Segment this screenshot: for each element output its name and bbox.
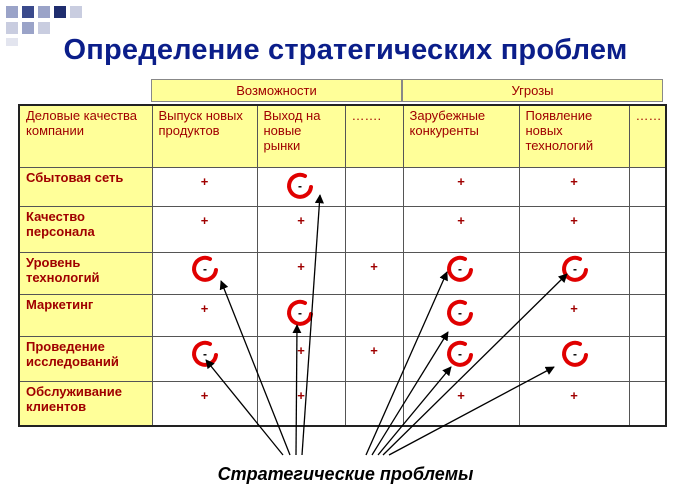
table-cell	[345, 381, 403, 426]
table-row	[19, 381, 666, 426]
problem-minus: -	[458, 306, 462, 320]
table-cell	[152, 252, 257, 294]
table-cell	[345, 167, 403, 206]
column-header: Выход на новые рынки	[257, 105, 345, 167]
problem-minus: -	[573, 262, 577, 276]
problem-minus: -	[203, 347, 207, 361]
table-cell	[152, 336, 257, 381]
row-label: Качество персонала	[19, 206, 152, 252]
row-label: Сбытовая сеть	[19, 167, 152, 206]
table-cell: +	[152, 294, 257, 336]
column-header: Зарубежные конкуренты	[403, 105, 519, 167]
table-cell: +	[152, 381, 257, 426]
page-title: Определение стратегических проблем	[63, 34, 628, 66]
problem-minus: -	[573, 347, 577, 361]
table-cell	[629, 336, 666, 381]
header-row	[19, 105, 666, 167]
problem-minus: -	[458, 347, 462, 361]
table-cell: +	[257, 206, 345, 252]
table-cell: +	[152, 167, 257, 206]
table-row	[19, 294, 666, 336]
column-header: Деловые качества компании	[19, 105, 152, 167]
table-cell	[629, 381, 666, 426]
table-cell	[257, 294, 345, 336]
table-cell: +	[519, 294, 629, 336]
table-cell	[257, 167, 345, 206]
column-header: ……	[629, 105, 666, 167]
table-cell: +	[257, 381, 345, 426]
table-cell: +	[257, 336, 345, 381]
table-cell: +	[519, 206, 629, 252]
table-row	[19, 252, 666, 294]
table-cell: +	[345, 252, 403, 294]
table-cell: +	[403, 206, 519, 252]
problem-minus: -	[458, 262, 462, 276]
table-row	[19, 167, 666, 206]
column-header: …….	[345, 105, 403, 167]
caption: Стратегические проблемы	[217, 464, 474, 484]
table-cell	[629, 206, 666, 252]
table-cell: +	[345, 336, 403, 381]
table-cell	[519, 252, 629, 294]
table-cell: +	[519, 381, 629, 426]
problem-minus: -	[298, 306, 302, 320]
problem-minus: -	[298, 179, 302, 193]
table-row	[19, 336, 666, 381]
table-cell: +	[519, 167, 629, 206]
table-cell	[629, 167, 666, 206]
table-cell	[519, 336, 629, 381]
table-cell: +	[257, 252, 345, 294]
row-label: Маркетинг	[19, 294, 152, 336]
row-label: Проведение исследований	[19, 336, 152, 381]
opportunities-header: Возможности	[151, 79, 402, 102]
table-cell	[345, 206, 403, 252]
table-cell	[345, 294, 403, 336]
table-row	[19, 206, 666, 252]
table-cell: +	[152, 206, 257, 252]
table-cell	[403, 252, 519, 294]
column-header: Появление новых технологий	[519, 105, 629, 167]
table-cell	[403, 294, 519, 336]
table-cell	[629, 252, 666, 294]
problem-minus: -	[203, 262, 207, 276]
row-label: Уровень технологий	[19, 252, 152, 294]
table-cell	[629, 294, 666, 336]
column-header: Выпуск новых продуктов	[152, 105, 257, 167]
table-cell: +	[403, 381, 519, 426]
table-cell	[403, 336, 519, 381]
table-cell: +	[403, 167, 519, 206]
row-label: Обслуживание клиентов	[19, 381, 152, 426]
threats-header: Угрозы	[402, 79, 663, 102]
strategic-problems-table	[18, 104, 667, 427]
